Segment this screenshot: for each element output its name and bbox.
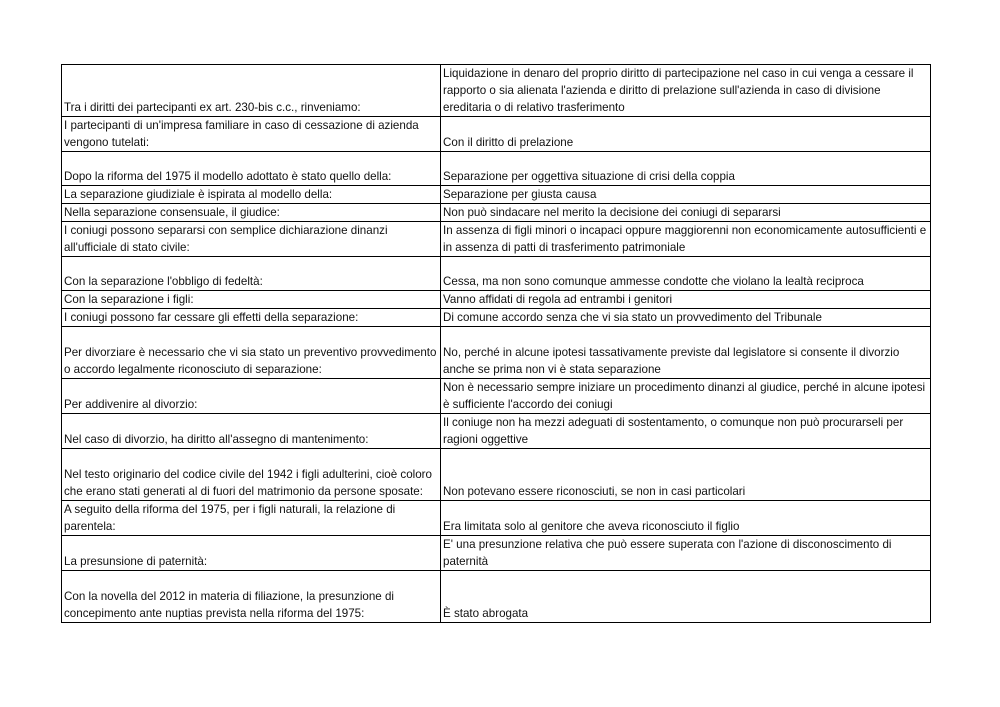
question-cell: Tra i diritti dei partecipanti ex art. 230-bis c.c., rinveniamo: [62, 65, 441, 117]
answer-cell: Cessa, ma non sono comunque ammesse condotte che violano la lealtà reciproca [441, 257, 931, 291]
question-cell: A seguito della riforma del 1975, per i figli naturali, la relazione di parentela: [62, 501, 441, 536]
table-row [62, 117, 931, 152]
table-row [62, 309, 931, 327]
answer-cell: In assenza di figli minori o incapaci oppure maggiorenni non economicamente autosufficienti e in assenza di patti di trasferimento patrimoniale [441, 222, 931, 257]
question-cell: I coniugi possono far cessare gli effetti della separazione: [62, 309, 441, 327]
answer-cell: Vanno affidati di regola ad entrambi i genitori [441, 291, 931, 309]
question-cell: La presunsione di paternità: [62, 536, 441, 571]
answer-cell: Con il diritto di prelazione [441, 117, 931, 152]
table-row [62, 257, 931, 291]
table-row [62, 414, 931, 449]
question-cell: Con la separazione l'obbligo di fedeltà: [62, 257, 441, 291]
question-cell: I coniugi possono separarsi con semplice dichiarazione dinanzi all'ufficiale di stato civile: [62, 222, 441, 257]
answer-cell: Non è necessario sempre iniziare un procedimento dinanzi al giudice, perché in alcune ipotesi è sufficiente l'accordo dei coniugi [441, 379, 931, 414]
question-cell: La separazione giudiziale è ispirata al modello della: [62, 186, 441, 204]
question-cell: Dopo la riforma del 1975 il modello adottato è stato quello della: [62, 152, 441, 186]
answer-cell: Separazione per oggettiva situazione di crisi della coppia [441, 152, 931, 186]
question-cell: Nella separazione consensuale, il giudice: [62, 204, 441, 222]
answer-cell: Era limitata solo al genitore che aveva riconosciuto il figlio [441, 501, 931, 536]
qa-table-body [62, 65, 931, 623]
question-cell: Con la separazione i figli: [62, 291, 441, 309]
table-row [62, 204, 931, 222]
qa-table [61, 64, 931, 623]
answer-cell: È stato abrogata [441, 571, 931, 623]
answer-cell: Il coniuge non ha mezzi adeguati di sostentamento, o comunque non può procurarseli per ragioni oggettive [441, 414, 931, 449]
table-row [62, 449, 931, 501]
question-cell: Per divorziare è necessario che vi sia stato un preventivo provvedimento o accordo legalmente riconosciuto di separazione: [62, 327, 441, 379]
answer-cell: Di comune accordo senza che vi sia stato un provvedimento del Tribunale [441, 309, 931, 327]
answer-cell: E' una presunzione relativa che può essere superata con l'azione di disconoscimento di paternità [441, 536, 931, 571]
table-row [62, 65, 931, 117]
table-row [62, 327, 931, 379]
answer-cell: Separazione per giusta causa [441, 186, 931, 204]
table-row [62, 536, 931, 571]
answer-cell: Non può sindacare nel merito la decisione dei coniugi di separarsi [441, 204, 931, 222]
answer-cell: No, perché in alcune ipotesi tassativamente previste dal legislatore si consente il divorzio anche se prima non vi è stata separazione [441, 327, 931, 379]
question-cell: Nel caso di divorzio, ha diritto all'assegno di mantenimento: [62, 414, 441, 449]
table-row [62, 152, 931, 186]
table-row [62, 222, 931, 257]
answer-cell: Liquidazione in denaro del proprio diritto di partecipazione nel caso in cui venga a cessare il rapporto o sia alienata l'azienda e diritto di prelazione sull'azienda in caso di divisione ereditaria o di relativo trasferimento [441, 65, 931, 117]
table-row [62, 186, 931, 204]
table-row [62, 291, 931, 309]
question-cell: I partecipanti di un'impresa familiare in caso di cessazione di azienda vengono tutelati: [62, 117, 441, 152]
table-row [62, 501, 931, 536]
table-row [62, 571, 931, 623]
answer-cell: Non potevano essere riconosciuti, se non in casi particolari [441, 449, 931, 501]
question-cell: Con la novella del 2012 in materia di filiazione, la presunzione di concepimento ante nuptias prevista nella riforma del 1975: [62, 571, 441, 623]
question-cell: Per addivenire al divorzio: [62, 379, 441, 414]
question-cell: Nel testo originario del codice civile del 1942 i figli adulterini, cioè coloro che erano stati generati al di fuori del matrimonio da persone sposate: [62, 449, 441, 501]
table-row [62, 379, 931, 414]
